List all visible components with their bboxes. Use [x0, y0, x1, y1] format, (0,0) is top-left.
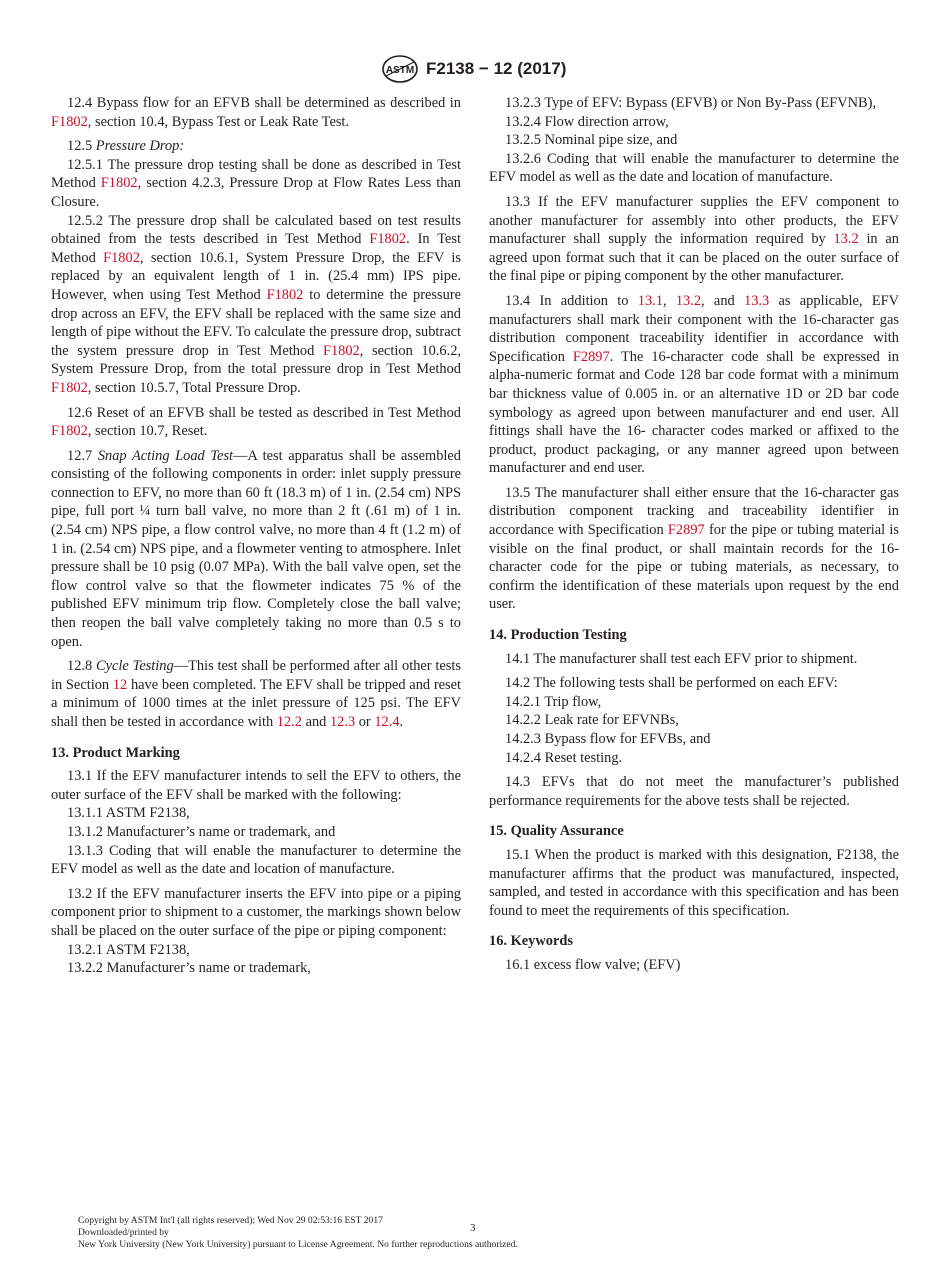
section-14-2-2: 14.2.2 Leak rate for EFVNBs, [505, 712, 679, 729]
ref-link[interactable]: F1802 [322, 342, 360, 359]
footer-line: Downloaded/printed by [78, 1227, 169, 1239]
ref-link[interactable]: F1802 [266, 286, 304, 303]
section-12-6: 12.6 Reset of an EFVB shall be tested as described in Test Method F1802, section 10.7, Reset. [51, 404, 461, 440]
section-heading-16: 16. Keywords [489, 933, 573, 950]
section-15-1: 15.1 When the product is marked with this designation, F2138, the manufacturer affirms that the product was manufactured, inspected, sampled, and tested in accordance with this specification and has been found to meet the requirements of this specification. [489, 846, 899, 919]
svg-text:ASTM: ASTM [385, 65, 415, 76]
section-14-2: 14.2 The following tests shall be performed on each EFV: [505, 675, 838, 692]
ref-link[interactable]: F1802 [51, 113, 88, 130]
section-13-1-3: 13.1.3 Coding that will enable the manufacturer to determine the EFV model as well as the date and location of manufacture. [51, 842, 461, 878]
ref-link[interactable]: 13.2 [675, 292, 702, 309]
ref-link[interactable]: 13.2 [833, 231, 859, 248]
section-13-2-2: 13.2.2 Manufacturer’s name or trademark, [67, 960, 311, 977]
section-13-1-1: 13.1.1 ASTM F2138, [67, 805, 190, 822]
section-13-1: 13.1 If the EFV manufacturer intends to sell the EFV to others, the outer surface of the EFV shall be marked with the following: [51, 768, 461, 803]
page-header [0, 54, 950, 88]
section-14-2-4: 14.2.4 Reset testing. [505, 749, 623, 766]
right-column [489, 94, 899, 975]
footer-line: New York University (New York University) pursuant to License Agreement. No further reproductions authorized. [78, 1239, 518, 1251]
section-13-5: 13.5 The manufacturer shall either ensure that the 16-character gas distribution component tracking and traceability identifier in accordance with Specification F2897 for the pipe or tubing material is visible on the final product, or shall maintain records for the 16-character code for the pipe or tubing materials, as necessary, to confirm the identification of these materials upon request by the end user. [489, 484, 899, 613]
section-heading-13: 13. Product Marking [51, 744, 180, 761]
ref-link[interactable]: 12.3 [329, 714, 356, 730]
footer-line: Copyright by ASTM Int'l (all rights reserved); Wed Nov 29 02:53:16 EST 2017 [78, 1215, 383, 1226]
section-heading-15: 15. Quality Assurance [489, 823, 624, 840]
section-16-1: 16.1 excess flow valve; (EFV) [505, 956, 681, 973]
copyright-footer [78, 1215, 778, 1252]
ref-link[interactable]: F2897 [667, 522, 705, 539]
section-14-3: 14.3 EFVs that do not meet the manufacturer’s published performance requirements for the above tests shall be rejected. [489, 774, 899, 809]
section-12-7: 12.7 Snap Acting Load Test—A test apparatus shall be assembled consisting of the following components in order: inlet supply pressure connection to EFV, no more than 60 ft (18.3 m) of 1 in. (2.54 cm) NPS pipe, full port ¼ turn ball valve, no more than 2 ft (.61 m) of 1 in. (2.54 cm) NPS pipe, a flow control valve, no more than 4 ft (1.2 m) of 1 in. (2.54 cm) NPS pipe, and a flowmeter venting to atmosphere. Inlet pressure shall be 10 psig (0.07 MPa). With the ball valve open, set the flow control valve so that the flowmeter indicates 75 % of the published EFV minimum trip flow. Completely close the ball valve; then reopen the ball valve completely taking no more than 0.5 s to open. [51, 447, 461, 650]
section-heading-14: 14. Production Testing [489, 627, 627, 644]
section-14-2-1: 14.2.1 Trip flow, [505, 693, 602, 710]
ref-link[interactable]: F1802 [51, 379, 88, 396]
ref-link[interactable]: 13.3 [744, 292, 770, 309]
ref-link[interactable]: F1802 [103, 249, 140, 266]
section-13-2: 13.2 If the EFV manufacturer inserts the EFV into pipe or a piping component prior to shipment to a customer, the markings shown below shall be placed on the outer surface of the pipe or piping component: [51, 885, 461, 939]
section-13-4: 13.4 In addition to 13.1, 13.2, and 13.3 as applicable, EFV manufacturers shall mark their component with the 16-character gas distribution component traceability identifier in accordance with Specification F2897. The 16-character code shall be expressed in alpha-numeric format and Code 128 bar code format with a minimum bar thickness value of 0.005 in. or an alternative 1D or 2D bar code symbology as agreed upon between manufacturer and end user. All fittings shall have the 16- character codes marked or affixed to the product, product packaging, or any manner agreed upon between manufacturer and end user. [489, 292, 900, 477]
document-designation: F2138 − 12 (2017) [426, 59, 567, 78]
ref-link[interactable]: 13.1 [637, 292, 663, 309]
ref-link[interactable]: 12 [112, 676, 128, 693]
page-number: 3 [470, 1222, 476, 1234]
left-column [51, 94, 461, 978]
ref-link[interactable]: F1802 [369, 231, 407, 248]
section-14-2-3: 14.2.3 Bypass flow for EFVBs, and [505, 731, 711, 747]
section-12-5: 12.5 Pressure Drop: [67, 138, 185, 155]
section-12-8: 12.8 Cycle Testing—This test shall be performed after all other tests in Section 12 have been completed. The EFV shall be tripped and reset a minimum of 1000 times at the inlet pressure of 125 psi. The EFV shall then be tested in accordance with 12.2 and 12.3 or 12.4. [51, 658, 461, 730]
section-12-5-1: 12.5.1 The pressure drop testing shall be done as described in Test Method F1802, section 4.2.3, Pressure Drop at Flow Rates Less than Closure. [51, 156, 461, 210]
section-13-2-5: 13.2.5 Nominal pipe size, and [505, 132, 678, 149]
section-14-1: 14.1 The manufacturer shall test each EFV prior to shipment. [505, 650, 858, 667]
ref-link[interactable]: F1802 [51, 423, 88, 440]
section-13-2-1: 13.2.1 ASTM F2138, [67, 941, 190, 958]
section-13-2-3: 13.2.3 Type of EFV: Bypass (EFVB) or Non By-Pass (EFVNB), [505, 95, 877, 111]
ref-link[interactable]: F2897 [572, 348, 610, 365]
ref-link[interactable]: F1802 [100, 175, 138, 192]
section-13-3: 13.3 If the EFV manufacturer supplies the EFV component to another manufacturer for assembly into other products, the EFV manufacturer shall supply the information required by 13.2 in an agreed upon format such that it can be placed on the outer surface of the final pipe or piping component by the other manufacturer. [489, 193, 899, 285]
section-13-2-4: 13.2.4 Flow direction arrow, [505, 113, 669, 130]
section-13-2-6: 13.2.6 Coding that will enable the manufacturer to determine the EFV model as well as the date and location of manufacture. [489, 150, 899, 186]
section-12-4: 12.4 Bypass flow for an EFVB shall be determined as described in F1802, section 10.4, Bypass Test or Leak Rate Test. [51, 95, 461, 130]
section-13-1-2: 13.1.2 Manufacturer’s name or trademark, and [67, 823, 336, 840]
ref-link[interactable]: 12.4 [374, 714, 400, 730]
section-12-5-2: 12.5.2 The pressure drop shall be calculated based on test results obtained from the tests described in Test Method F1802. In Test Method F1802, section 10.6.1, System Pressure Drop, the EFV is replaced by an equivalent length of 1 in. (25.4 mm) IPS pipe. However, when using Test Method F1802 to determine the pressure drop across an EFV, the EFV shall be replaced with the same size and length of pipe without the EFV. To calculate the pressure drop, subtract the system pressure drop in Test Method F1802, section 10.6.2, System Pressure Drop, from the total pressure drop in Test Method F1802, section 10.5.7, Total Pressure Drop. [51, 212, 462, 396]
ref-link[interactable]: 12.2 [276, 714, 302, 730]
astm-logo-icon [380, 54, 420, 84]
